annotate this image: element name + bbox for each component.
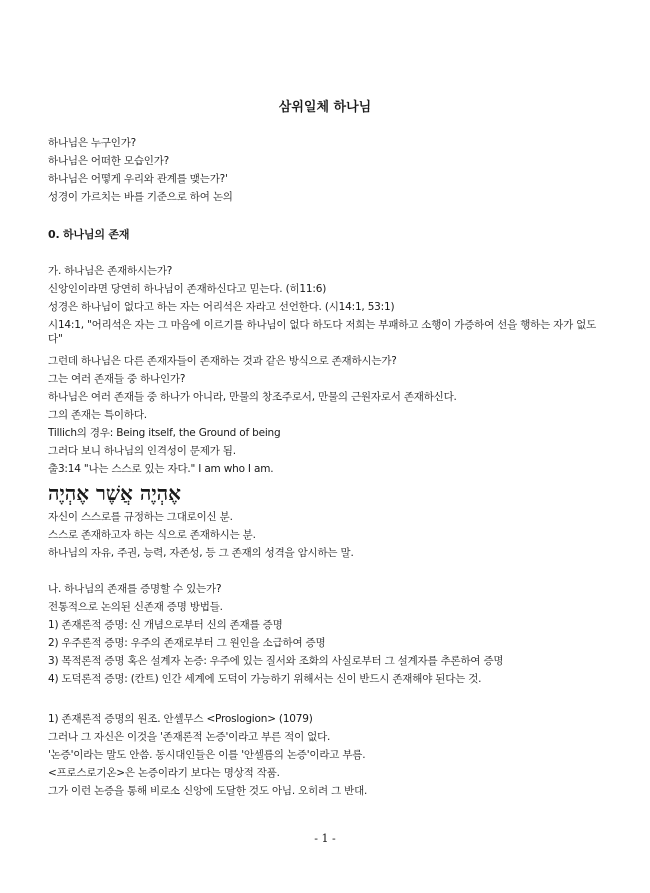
section-heading: 0. 하나님의 존재 [48,228,130,241]
list-item: 1) 존재론적 증명: 신 개념으로부터 신의 존재를 증명 [48,619,283,631]
list-item: 4) 도덕론적 증명: (칸트) 인간 세계에 도덕이 가능하기 위해서는 신이 반드시 존재해야 된다는 것. [48,673,482,685]
body-line: '논증'이라는 말도 안씀. 동시대인들은 이를 '안셀름의 논증'이라고 부름. [48,749,366,761]
hebrew-text: אֶהְיֶה אֲשֶׁר אֶהְיֶה [48,481,181,505]
list-item: 3) 목적론적 증명 혹은 설계자 논증: 우주에 있는 질서와 조화의 사실로부터 그 설계자를 추론하여 증명 [48,655,504,667]
intro-line: 성경이 가르치는 바를 기준으로 하여 논의 [48,191,233,203]
intro-line: 하나님은 어떠한 모습인가? [48,155,170,167]
body-line: 그는 여러 존재들 중 하나인가? [48,373,186,385]
body-line: 출3:14 "나는 스스로 있는 자다." I am who I am. [48,463,274,475]
body-line: 전통적으로 논의된 신존재 증명 방법들. [48,601,223,613]
body-line: Tillich의 경우: Being itself, the Ground of being [48,427,281,439]
body-line: 하나님은 여러 존재들 중 하나가 아니라, 만물의 창조주로서, 만물의 근원자로서 존재하신다. [48,391,457,403]
body-line: 스스로 존재하고자 하는 식으로 존재하시는 분. [48,529,256,541]
body-line: 자신이 스스로를 규정하는 그대로이신 분. [48,511,233,523]
body-line: 그러다 보니 하나님의 인격성이 문제가 됨. [48,445,236,457]
body-line: 성경은 하나님이 없다고 하는 자는 어리석은 자라고 선언한다. (시14:1, 53:1) [48,301,395,313]
subsection-heading: 나. 하나님의 존재를 증명할 수 있는가? [48,583,222,595]
intro-line: 하나님은 어떻게 우리와 관계를 맺는가?' [48,173,228,185]
subsection-heading: 가. 하나님은 존재하시는가? [48,265,173,277]
body-line: 그의 존재는 특이하다. [48,409,147,421]
list-item: 2) 우주론적 증명: 우주의 존재로부터 그 원인을 소급하여 증명 [48,637,326,649]
body-line: 신앙인이라면 당연히 하나님이 존재하신다고 믿는다. (히11:6) [48,283,327,295]
body-line: 시14:1, "어리석은 자는 그 마음에 이르기를 하나님이 없다 하도다 저희는 부패하고 소행이 가증하여 선을 행하는 자가 없도다" [48,319,597,345]
body-line: 그런데 하나님은 다른 존재자들이 존재하는 것과 같은 방식으로 존재하시는가? [48,355,397,367]
page-title: 삼위일체 하나님 [278,100,372,115]
body-line: 하나님의 자유, 주권, 능력, 자존성, 등 그 존재의 성격을 암시하는 말. [48,547,354,559]
body-line: 그가 이런 논증을 통해 비로소 신앙에 도달한 것도 아님. 오히려 그 반대. [48,785,368,797]
intro-line: 하나님은 누구인가? [48,137,137,149]
subsection-heading: 1) 존재론적 증명의 원조. 안셀무스 <Proslogion> (1079) [48,713,313,725]
body-line: <프로스로기온>은 논증이라기 보다는 명상적 작품. [48,767,280,779]
page-number: - 1 - [314,832,336,845]
body-line: 그러나 그 자신은 이것을 '존재론적 논증'이라고 부른 적이 없다. [48,731,331,743]
